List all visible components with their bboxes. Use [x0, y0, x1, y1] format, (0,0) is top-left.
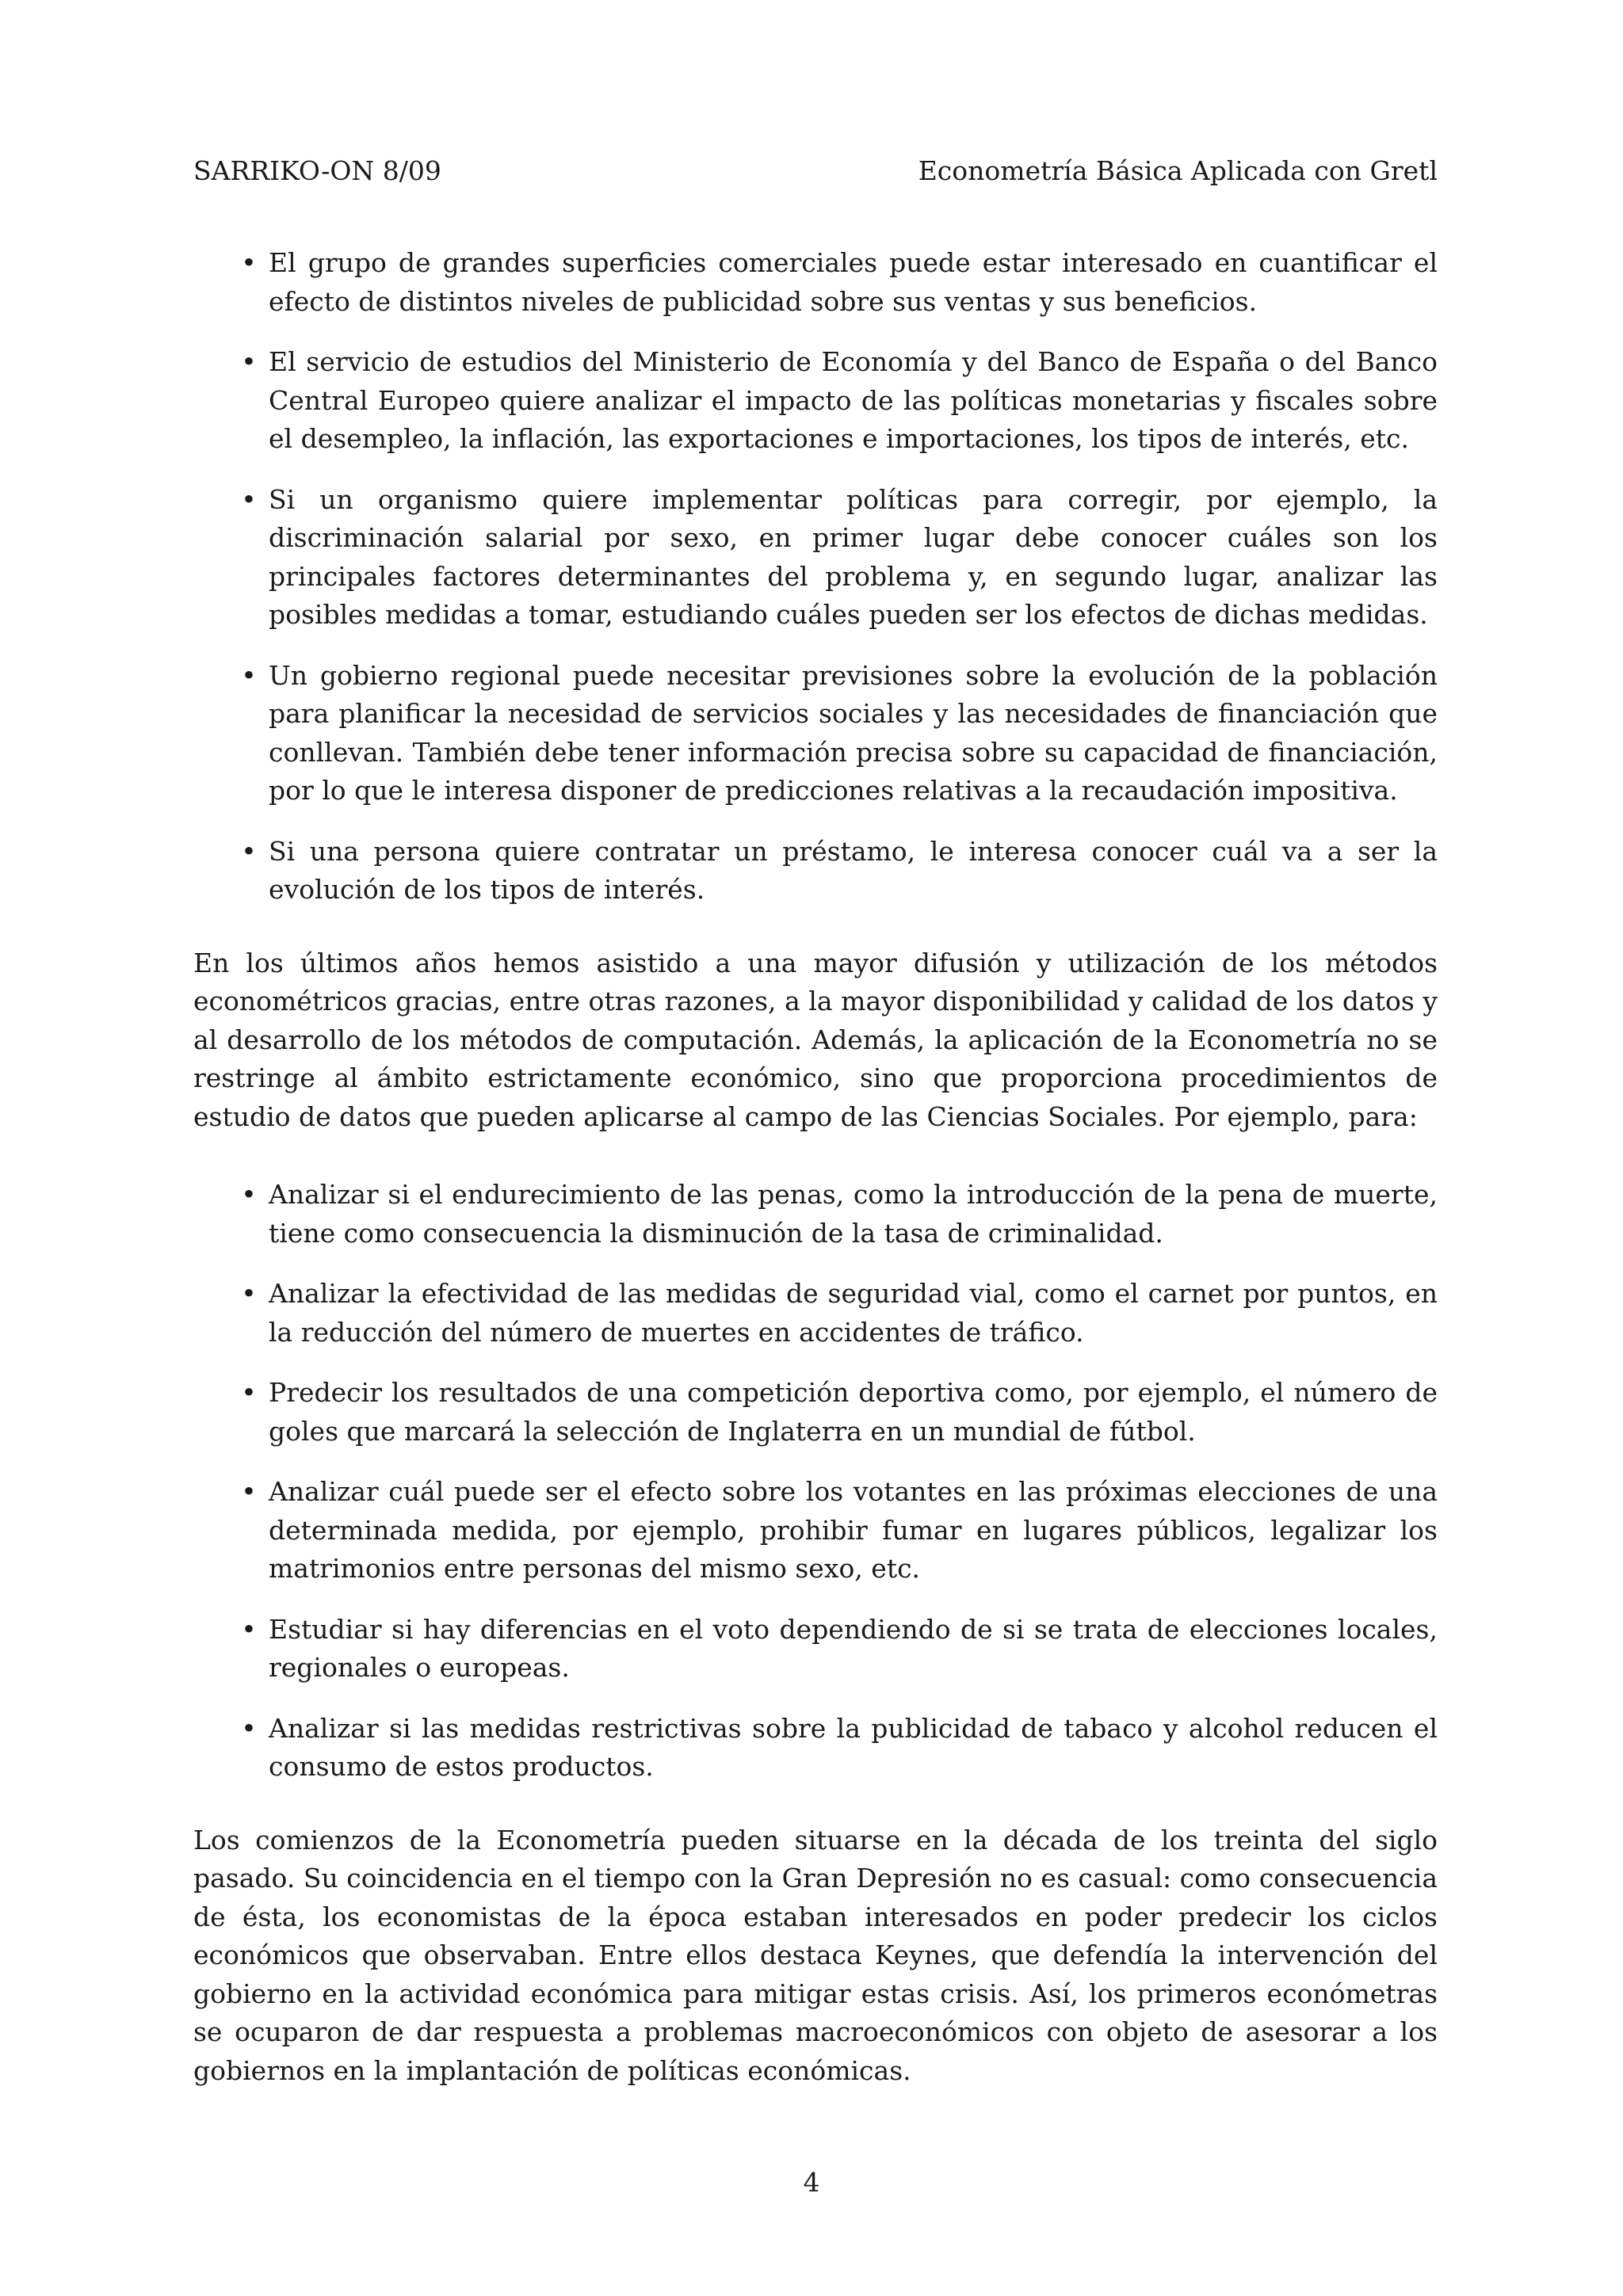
bullet-list-social-sciences — [193, 1176, 1438, 1787]
body-text — [193, 244, 1438, 2090]
bullet-icon: • — [241, 346, 257, 377]
list-item — [193, 1710, 1438, 1787]
list-item-text: El servicio de estudios del Ministerio de Economía y del Banco de España o del Banco Central Europeo quiere analizar el impacto de las políticas monetarias y fiscales sobre el desempleo, la inflación, las exportaciones e importaciones, los tipos de interés, etc. — [269, 346, 1438, 454]
list-item-text: Estudiar si hay diferencias en el voto dependiendo de si se trata de elecciones locales, regionales o europeas. — [269, 1613, 1438, 1683]
list-item — [193, 481, 1438, 635]
list-item-text: Analizar cuál puede ser el efecto sobre los votantes en las próximas elecciones de una determinada medida, por ejemplo, prohibir fumar en lugares públicos, legalizar los matrimonios entre personas del mismo sexo, etc. — [269, 1476, 1438, 1584]
paragraph-diffusion: En los últimos años hemos asistido a una mayor difusión y utilización de los métodos econométricos gracias, entre otras razones, a la mayor disponibilidad y calidad de los datos y al desarrollo de los métodos de computación. Además, la aplicación de la Econometría no se restringe al ámbito estrictamente económico, sino que proporciona procedimientos de estudio de datos que pueden aplicarse al campo de las Ciencias Sociales. Por ejemplo, para: — [193, 947, 1438, 1132]
list-item-text: Predecir los resultados de una competición deportiva como, por ejemplo, el número de goles que marcará la selección de Inglaterra en un mundial de fútbol. — [269, 1377, 1438, 1447]
list-item-text: Si una persona quiere contratar un préstamo, le interesa conocer cuál va a ser la evolución de los tipos de interés. — [269, 835, 1438, 905]
bullet-icon: • — [241, 659, 257, 691]
list-item-text: Analizar si las medidas restrictivas sobre la publicidad de tabaco y alcohol reducen el consumo de estos productos. — [269, 1712, 1438, 1782]
list-item — [193, 833, 1438, 910]
list-item-text: Analizar la efectividad de las medidas de seguridad vial, como el carnet por puntos, en la reducción del número de muertes en accidentes de tráfico. — [269, 1278, 1438, 1348]
list-item-text: Si un organismo quiere implementar políticas para corregir, por ejemplo, la discriminación salarial por sexo, en primer lugar debe conocer cuáles son los principales factores determinantes del problema y, en segundo lugar, analizar las posibles medidas a tomar, estudiando cuáles pueden ser los efectos de dichas medidas. — [269, 483, 1438, 630]
list-item-text: Un gobierno regional puede necesitar previsiones sobre la evolución de la población para planificar la necesidad de servicios sociales y las necesidades de financiación que conllevan. También debe tener información precisa sobre su capacidad de financiación, por lo que le interesa disponer de predicciones relativas a la recaudación impositiva. — [269, 659, 1438, 806]
bullet-list-applications — [193, 244, 1438, 910]
bullet-icon: • — [241, 1712, 257, 1744]
bullet-icon: • — [241, 1476, 257, 1507]
list-item — [193, 343, 1438, 459]
list-item — [193, 1473, 1438, 1589]
list-item-text: El grupo de grandes superficies comerciales puede estar interesado en cuantificar el efecto de distintos niveles de publicidad sobre sus ventas y sus beneficios. — [269, 247, 1438, 317]
bullet-icon: • — [241, 483, 257, 515]
list-item — [193, 657, 1438, 810]
bullet-icon: • — [241, 1278, 257, 1309]
list-item — [193, 1176, 1438, 1253]
bullet-icon: • — [241, 835, 257, 867]
list-item — [193, 1275, 1438, 1352]
header-right: Econometría Básica Aplicada con Gretl — [918, 155, 1438, 186]
bullet-icon: • — [241, 1377, 257, 1408]
list-item — [193, 1374, 1438, 1451]
paragraph-history: Los comienzos de la Econometría pueden situarse en la década de los treinta del siglo pasado. Su coincidencia en el tiempo con la Gran Depresión no es casual: como consecuencia de ésta, los economistas de la época estaban interesados en poder predecir los ciclos económicos que observaban. Entre ellos destaca Keynes, que defendía la intervención del gobierno en la actividad económica para mitigar estas crisis. Así, los primeros económetras se ocuparon de dar respuesta a problemas macroeconómicos con objeto de asesorar a los gobiernos en la implantación de políticas económicas. — [193, 1824, 1438, 2086]
bullet-icon: • — [241, 247, 257, 278]
bullet-icon: • — [241, 1613, 257, 1645]
header-left: SARRIKO-ON 8/09 — [193, 155, 441, 186]
list-item — [193, 1611, 1438, 1688]
list-item — [193, 244, 1438, 321]
page-number: 4 — [803, 2167, 820, 2198]
list-item-text: Analizar si el endurecimiento de las penas, como la introducción de la pena de muerte, tiene como consecuencia la disminución de la tasa de criminalidad. — [269, 1179, 1438, 1249]
running-header — [193, 155, 1438, 187]
bullet-icon: • — [241, 1179, 257, 1210]
